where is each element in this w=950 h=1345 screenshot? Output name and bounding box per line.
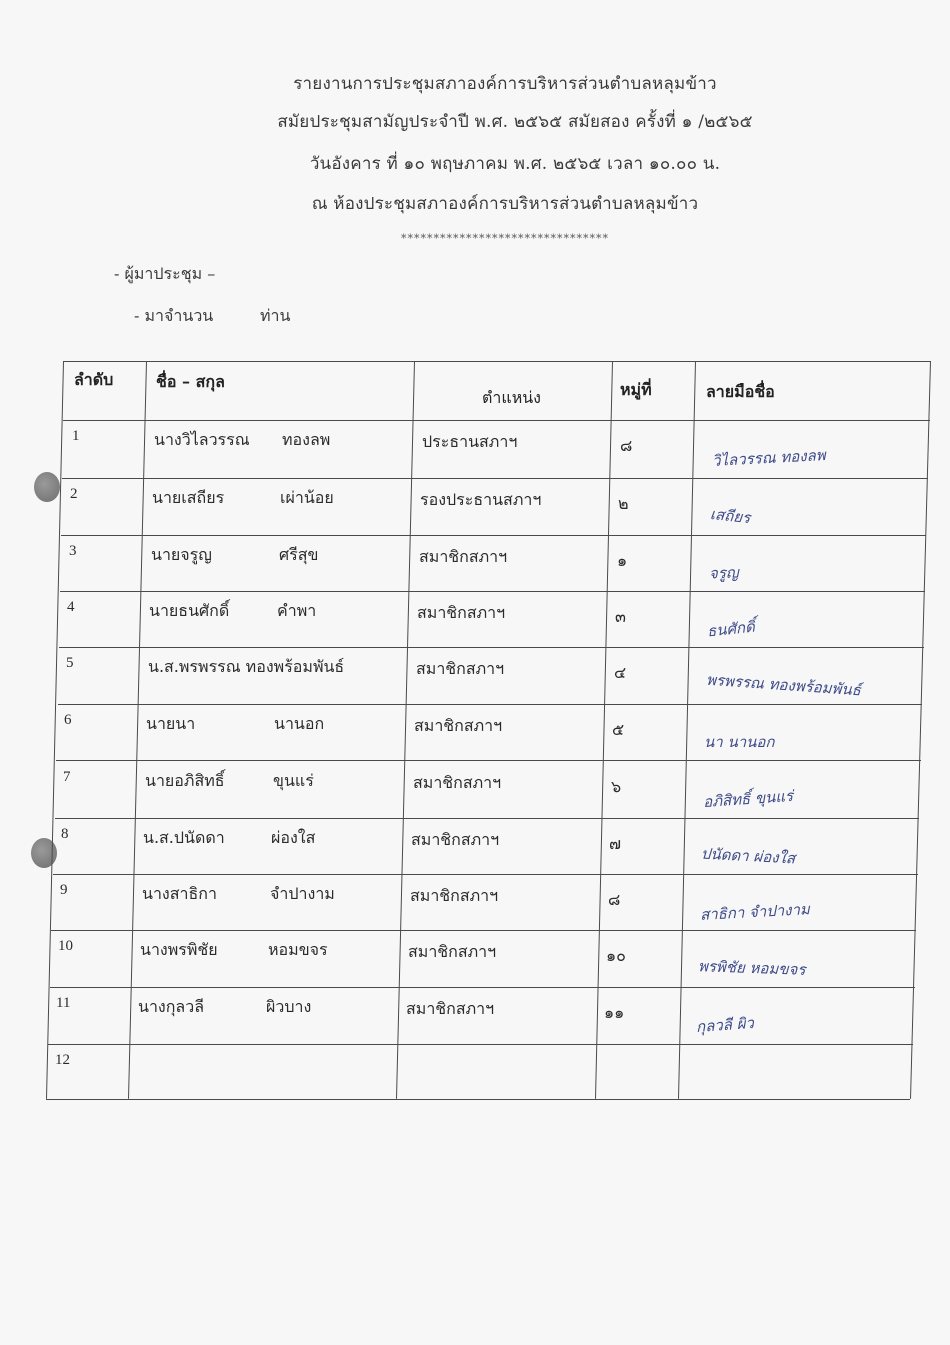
member-signature: กุลวลี ผิว [695, 1014, 755, 1036]
row-number: 5 [66, 655, 74, 671]
row-number: 9 [60, 882, 68, 898]
row-number: 12 [55, 1052, 70, 1068]
village-number: ๘ [608, 890, 621, 909]
village-number: ๖ [611, 777, 622, 796]
table-column-line [128, 361, 147, 1099]
village-number: ๕ [612, 720, 625, 739]
member-position: สมาชิกสภาฯ [411, 830, 500, 849]
table-row-line [53, 874, 918, 875]
table-column-line [678, 361, 696, 1099]
row-number: 11 [56, 995, 71, 1011]
row-number: 6 [64, 712, 72, 728]
row-number: 4 [67, 599, 75, 615]
member-position: สมาชิกสภาฯ [413, 773, 502, 792]
punch-hole [31, 838, 57, 868]
session-line: สมัยประชุมสามัญประจำปี พ.ศ. ๒๕๖๕ สมัยสอง ครั้งที่ ๑ /๒๕๖๕ [277, 112, 753, 132]
member-position: สมาชิกสภาฯ [416, 659, 505, 678]
member-first-name: นายอภิสิทธิ์ [145, 771, 225, 790]
table-row-line [56, 760, 921, 761]
member-first-name: นายนา [146, 714, 196, 733]
table-column-line [595, 361, 613, 1099]
row-number: 8 [61, 826, 69, 842]
table-column-line [396, 361, 415, 1099]
member-signature: นา นานอก [704, 733, 775, 751]
row-number: 2 [70, 486, 78, 502]
table-row-line [61, 535, 926, 536]
member-first-name: นางพรพิชัย [140, 940, 218, 959]
member-last-name: ทองลพ [282, 430, 331, 449]
member-first-name: น.ส.พรพรรณ ทองพร้อมพันธ์ [148, 657, 345, 676]
village-number: ๒ [618, 494, 629, 513]
member-position: รองประธานสภาฯ [420, 490, 542, 509]
venue-line: ณ ห้องประชุมสภาองค์การบริหารส่วนตำบลหลุมข้าว [311, 194, 699, 214]
table-row-line [58, 704, 922, 705]
header-order: ลำดับ [74, 370, 114, 389]
table-row-line [60, 591, 925, 592]
member-last-name: เผ่าน้อย [280, 488, 334, 507]
row-number: 7 [63, 769, 71, 785]
member-signature: เสถียร [709, 504, 752, 528]
table-column-line [910, 361, 931, 1099]
village-number: ๔ [614, 663, 627, 682]
member-last-name: ผ่องใส [271, 828, 316, 847]
member-signature: ปนัดดา ผ่องใส [700, 844, 796, 868]
village-number: ๘ [620, 436, 633, 455]
member-signature: พรพิชัย หอมขจร [697, 957, 806, 979]
member-last-name: ผิวบาง [266, 997, 312, 1016]
member-first-name: นางกุลวลี [138, 997, 205, 1016]
header-name: ชื่อ – สกุล [156, 372, 225, 391]
header-signature: ลายมือชื่อ [706, 382, 775, 401]
table-row-line [59, 647, 924, 648]
table-row-line [55, 818, 919, 819]
member-signature: วิไลวรรณ ทองลพ [711, 446, 827, 470]
row-number: 1 [72, 428, 80, 444]
member-position: สมาชิกสภาฯ [414, 716, 503, 735]
date-line: วันอังคาร ที่ ๑๐ พฤษภาคม พ.ศ. ๒๕๖๕ เวลา ๑๐.๐๐ น. [309, 154, 721, 174]
member-position: สมาชิกสภาฯ [419, 547, 508, 566]
table-row-line [50, 987, 915, 988]
member-position: สมาชิกสภาฯ [406, 999, 495, 1018]
member-signature: พรพรรณ ทองพร้อมพันธ์ [705, 670, 862, 700]
member-first-name: น.ส.ปนัดดา [143, 828, 225, 847]
table-row-line [51, 930, 916, 931]
row-number: 3 [69, 543, 77, 559]
table-row-line [63, 420, 930, 421]
table-row-line [63, 361, 930, 362]
attendees-label: - ผู้มาประชุม – [114, 264, 216, 283]
attendee-count-label: - มาจำนวน [134, 306, 214, 325]
member-last-name: จำปางาม [270, 884, 335, 903]
village-number: ๗ [609, 834, 622, 853]
row-number: 10 [58, 938, 73, 954]
member-first-name: นางสาธิกา [142, 884, 217, 903]
village-number: ๑๑ [604, 1003, 625, 1022]
member-position: ประธานสภาฯ [422, 432, 518, 451]
table-row-line [62, 478, 928, 479]
member-position: สมาชิกสภาฯ [417, 603, 506, 622]
member-signature: อภิสิทธิ์ ขุนแร่ [702, 786, 794, 812]
member-signature: ธนศักดิ์ [706, 617, 756, 641]
member-position: สมาชิกสภาฯ [408, 942, 497, 961]
attendee-count-unit: ท่าน [260, 306, 291, 325]
member-signature: สาธิกา จำปางาม [699, 900, 811, 924]
member-last-name: หอมขจร [268, 940, 328, 959]
member-last-name: ศรีสุข [279, 545, 319, 564]
table-row-line [46, 1099, 910, 1100]
punch-hole [34, 472, 60, 502]
village-number: ๑ [617, 551, 628, 570]
member-position: สมาชิกสภาฯ [410, 886, 499, 905]
member-first-name: นางวิไลวรรณ [154, 430, 250, 449]
separator-stars: ******************************** [401, 232, 609, 245]
village-number: ๑๐ [606, 946, 626, 965]
report-title: รายงานการประชุมสภาองค์การบริหารส่วนตำบลหลุมข้าว [293, 74, 717, 94]
member-last-name: คำพา [277, 601, 317, 620]
member-last-name: นานอก [274, 714, 325, 733]
village-number: ๓ [615, 607, 626, 626]
member-first-name: นายจรูญ [151, 545, 212, 564]
member-signature: จรูญ [708, 563, 739, 583]
member-first-name: นายธนศักดิ์ [149, 601, 230, 620]
header-village: หมู่ที่ [620, 380, 652, 399]
header-position: ตำแหน่ง [482, 388, 541, 407]
member-last-name: ขุนแร่ [273, 771, 314, 790]
table-row-line [48, 1044, 913, 1045]
member-first-name: นายเสถียร [152, 488, 225, 507]
